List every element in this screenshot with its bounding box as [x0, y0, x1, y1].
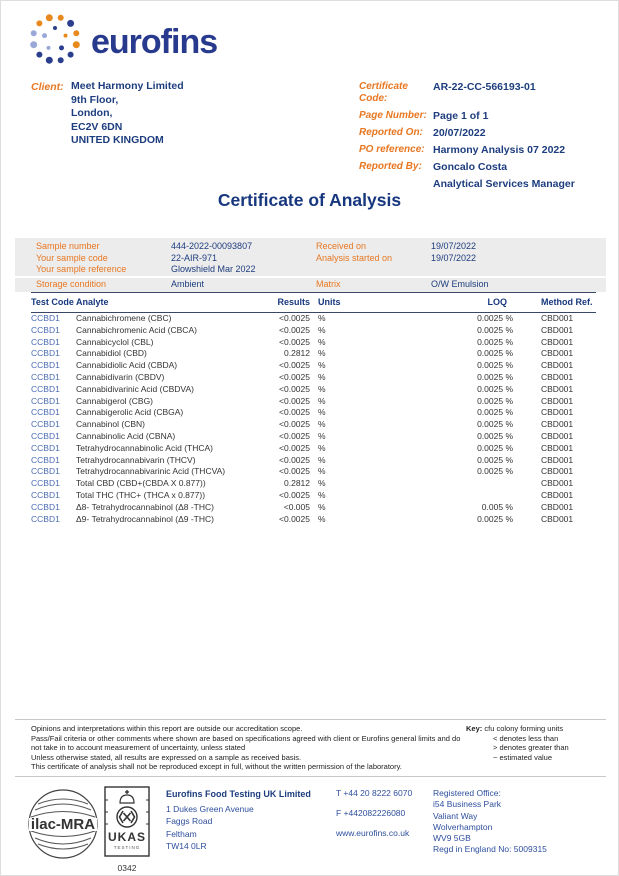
client-address-line: UNITED KINGDOM — [71, 134, 164, 146]
cell-test-code: CCBD1 — [31, 336, 60, 347]
table-row — [31, 372, 596, 384]
cell-analyte: Cannabichromenic Acid (CBCA) — [76, 324, 197, 335]
cell-result: <0.0025 — [279, 383, 310, 394]
footer-company-name: Eurofins Food Testing UK Limited — [166, 789, 311, 799]
cell-method: CBD001 — [541, 430, 574, 441]
footer-registered-line: WV9 5GB — [433, 833, 471, 844]
certificate-meta-value: Harmony Analysis 07 2022 — [433, 144, 566, 156]
cell-method: CBD001 — [541, 501, 574, 512]
cell-method: CBD001 — [541, 466, 574, 477]
cell-loq: 0.0025 % — [477, 336, 513, 347]
disclaimer-line: Pass/Fail criteria or other comments where shown are based on specifications agreed with client or Eurofins general limits and do not take in to account measurement of uncertainty, unless stated — [31, 733, 461, 753]
table-row — [31, 325, 596, 337]
table-row — [31, 514, 596, 526]
sample-info-value: Glowshield Mar 2022 — [171, 264, 256, 275]
cell-method: CBD001 — [541, 360, 574, 371]
cell-loq: 0.0025 % — [477, 348, 513, 359]
table-row — [31, 337, 596, 349]
cell-unit: % — [318, 407, 326, 418]
table-row — [31, 478, 596, 490]
cell-result: <0.0025 — [279, 371, 310, 382]
cell-analyte: Cannabicyclol (CBL) — [76, 336, 154, 347]
cell-test-code: CCBD1 — [31, 501, 60, 512]
cell-result: <0.0025 — [279, 395, 310, 406]
cell-loq: 0.0025 % — [477, 371, 513, 382]
footer-registered-lines — [433, 799, 547, 855]
certificate-meta — [359, 81, 575, 195]
table-row — [31, 348, 596, 360]
cell-unit: % — [318, 324, 326, 335]
table-row — [31, 466, 596, 478]
cell-loq — [350, 478, 513, 490]
disclaimer-divider — [15, 719, 606, 720]
footer-address-line: Feltham — [166, 828, 197, 839]
cell-analyte: Total CBD (CBD+(CBDA X 0.877)) — [76, 478, 206, 489]
footer-address-line: TW14 0LR — [166, 841, 207, 851]
client-address-line: 9th Floor, — [71, 93, 119, 106]
cell-result: <0.0025 — [279, 454, 310, 465]
cell-loq: 0.0025 % — [477, 419, 513, 430]
cell-result: <0.0025 — [279, 466, 310, 477]
cell-result: <0.0025 — [279, 407, 310, 418]
cell-method: CBD001 — [541, 407, 574, 418]
table-row — [31, 502, 596, 514]
sample-info-label: Storage condition — [36, 279, 107, 289]
cell-analyte: Cannabigerol (CBG) — [76, 395, 154, 406]
cell-method: CBD001 — [541, 478, 574, 489]
cell-method: CBD001 — [541, 419, 574, 430]
cell-method: CBD001 — [541, 513, 574, 524]
header-units: Units — [318, 297, 341, 307]
cell-result: <0.0025 — [279, 360, 310, 371]
disclaimer-line: Unless otherwise stated, all results are expressed on a sample as received basis. — [31, 752, 302, 762]
cell-analyte: Cannabidivarin (CBDV) — [76, 371, 165, 382]
cell-test-code: CCBD1 — [31, 324, 60, 335]
certificate-meta-row — [359, 144, 575, 156]
cell-analyte: Total THC (THC+ (THCA x 0.877)) — [76, 489, 206, 500]
cell-result: <0.0025 — [279, 513, 310, 524]
certificate-meta-label: Reported By: — [359, 161, 422, 172]
certificate-meta-value: AR-22-CC-566193-01 — [433, 81, 536, 93]
key-label: Key: — [466, 724, 483, 733]
cell-analyte: Δ8- Tetrahydrocannabinol (Δ8 -THC) — [76, 501, 214, 512]
cell-test-code: CCBD1 — [31, 489, 60, 500]
certificate-meta-label: Certificate Code: — [359, 81, 408, 104]
footer-registered-block — [433, 788, 547, 856]
results-table — [31, 292, 596, 525]
cell-loq: 0.0025 % — [477, 313, 513, 323]
cell-method: CBD001 — [541, 395, 574, 406]
cell-analyte: Tetrahydrocannabivarin (THCV) — [76, 454, 196, 465]
cell-unit: % — [318, 383, 326, 394]
footer-contact-block — [336, 788, 412, 848]
table-row — [31, 384, 596, 396]
footer-registered-line: Wolverhampton — [433, 821, 493, 832]
eurofins-logo — [27, 11, 217, 72]
footer-registered-line: i54 Business Park — [433, 799, 502, 810]
cell-method: CBD001 — [541, 348, 574, 359]
key-first-line — [466, 724, 569, 734]
ukas-sublabel: TESTING — [113, 845, 141, 850]
certificate-meta-row — [359, 161, 575, 173]
eurofins-logo-icon — [27, 11, 83, 72]
ilac-mra-logo — [25, 788, 101, 865]
sample-info-value: 19/07/2022 — [431, 241, 477, 251]
disclaimer-line: Opinions and interpretations within this report are outside our accreditation scope. — [31, 724, 303, 733]
cell-test-code: CCBD1 — [31, 454, 60, 465]
certificate-meta-label: Reported On: — [359, 127, 423, 138]
cell-unit: % — [318, 419, 326, 430]
sample-info-row — [15, 264, 606, 276]
header-loq: LOQ — [487, 297, 507, 307]
cell-test-code: CCBD1 — [31, 313, 60, 323]
footer-registered-line: Valiant Way — [433, 810, 478, 821]
sample-info-row — [15, 279, 606, 291]
sample-info-value: 19/07/2022 — [431, 252, 477, 263]
cell-unit: % — [318, 442, 326, 453]
cell-loq: 0.005 % — [481, 501, 513, 512]
certificate-meta-row — [359, 178, 575, 190]
cell-method: CBD001 — [541, 489, 574, 500]
client-address-line: EC2V 6DN — [71, 120, 123, 133]
ukas-label: UKAS — [107, 830, 147, 844]
cell-unit: % — [318, 513, 326, 524]
cell-unit: % — [318, 466, 326, 477]
table-row — [31, 313, 596, 325]
cell-test-code: CCBD1 — [31, 371, 60, 382]
footer-company-address — [166, 803, 311, 853]
header-test-code: Test Code — [31, 297, 74, 307]
table-row — [31, 443, 596, 455]
cell-unit: % — [318, 395, 326, 406]
results-table-body — [31, 313, 596, 525]
key-first-item: cfu colony forming units — [484, 724, 564, 733]
client-address — [71, 80, 184, 148]
cell-analyte: Cannabichromene (CBC) — [76, 313, 172, 323]
table-row — [31, 407, 596, 419]
disclaimer-text — [31, 724, 463, 772]
cell-unit: % — [318, 360, 326, 371]
cell-result: <0.0025 — [279, 442, 310, 453]
storage-info-box — [15, 278, 606, 292]
cell-result: <0.0025 — [279, 313, 310, 323]
sample-info-label: Received on — [316, 241, 367, 251]
cell-test-code: CCBD1 — [31, 348, 60, 359]
sample-info-value: 22-AIR-971 — [171, 252, 218, 263]
cell-unit: % — [318, 489, 326, 500]
results-table-header-row — [31, 296, 596, 309]
page-title: Certificate of Analysis — [217, 190, 402, 210]
table-row — [31, 490, 596, 502]
sample-info-label: Analysis started on — [316, 252, 393, 263]
certificate-meta-value: 20/07/2022 — [433, 127, 486, 139]
sample-info-row — [15, 241, 606, 253]
cell-method: CBD001 — [541, 336, 574, 347]
cell-method: CBD001 — [541, 324, 574, 335]
cell-unit: % — [318, 313, 326, 323]
cell-method: CBD001 — [541, 442, 574, 453]
cell-loq: 0.0025 % — [477, 383, 513, 394]
sample-info-box — [15, 238, 606, 276]
cell-result: <0.0025 — [279, 336, 310, 347]
footer-address-line: 1 Dukes Green Avenue — [166, 803, 254, 814]
certificate-meta-label: Page Number: — [359, 110, 427, 121]
certificate-meta-value: Page 1 of 1 — [433, 110, 489, 122]
cell-analyte: Tetrahydrocannabivarinic Acid (THCVA) — [76, 466, 226, 477]
ilac-mra-label: ilac-MRA — [30, 816, 96, 833]
cell-method: CBD001 — [541, 454, 574, 465]
cell-loq: 0.0025 % — [477, 360, 513, 371]
table-row — [31, 455, 596, 467]
key-item: < denotes less than — [493, 733, 559, 743]
cell-test-code: CCBD1 — [31, 478, 60, 489]
footer-contact-line: www.eurofins.co.uk — [336, 828, 410, 838]
cell-unit: % — [318, 478, 326, 489]
sample-info-label: Your sample code — [36, 252, 108, 263]
header-analyte: Analyte — [76, 297, 109, 307]
cell-test-code: CCBD1 — [31, 383, 60, 394]
cell-loq: 0.0025 % — [477, 430, 513, 441]
client-label: Client: — [31, 81, 64, 93]
eurofins-logo-text: eurofins — [91, 22, 218, 61]
ukas-logo — [102, 786, 152, 873]
table-row — [31, 431, 596, 443]
key-item: ~ estimated value — [493, 752, 552, 762]
cell-loq: 0.0025 % — [477, 324, 513, 335]
sample-info-value: Ambient — [171, 279, 205, 289]
cell-loq — [350, 490, 513, 502]
footer-address-line: Faggs Road — [166, 816, 213, 826]
cell-unit: % — [318, 348, 326, 359]
key-item: > denotes greater than — [493, 743, 569, 753]
cell-analyte: Cannabidivarinic Acid (CBDVA) — [76, 383, 194, 394]
certificate-meta-value: Goncalo Costa — [433, 161, 508, 173]
cell-test-code: CCBD1 — [31, 466, 60, 477]
cell-unit: % — [318, 371, 326, 382]
cell-test-code: CCBD1 — [31, 419, 60, 430]
cell-result: <0.0025 — [279, 430, 310, 441]
sample-info-value: O/W Emulsion — [431, 279, 489, 289]
certificate-meta-row — [359, 127, 575, 139]
cell-loq: 0.0025 % — [477, 407, 513, 418]
footer-company-block — [166, 788, 311, 853]
cell-result: <0.0025 — [279, 419, 310, 430]
cell-analyte: Cannabigerolic Acid (CBGA) — [76, 407, 184, 418]
footer-contact-line: F +442082226080 — [336, 808, 406, 818]
cell-analyte: Cannabidiolic Acid (CBDA) — [76, 360, 178, 371]
sample-info-value — [431, 264, 606, 276]
cell-analyte: Tetrahydrocannabinolic Acid (THCA) — [76, 442, 214, 453]
key-items — [466, 734, 569, 763]
footer-divider — [15, 776, 606, 777]
header-results: Results — [277, 297, 310, 307]
cell-unit: % — [318, 501, 326, 512]
cell-method: CBD001 — [541, 383, 574, 394]
sample-info-label: Matrix — [316, 279, 341, 289]
cell-unit: % — [318, 430, 326, 441]
table-row — [31, 396, 596, 408]
client-address-line: Meet Harmony Limited — [71, 80, 184, 92]
cell-method: CBD001 — [541, 313, 574, 323]
certificate-meta-row — [359, 110, 575, 122]
certificate-meta-value: Analytical Services Manager — [433, 178, 575, 190]
cell-test-code: CCBD1 — [31, 407, 60, 418]
cell-analyte: Cannabidiol (CBD) — [76, 348, 147, 359]
client-address-line: London, — [71, 107, 113, 119]
cell-loq: 0.0025 % — [477, 466, 513, 477]
footer-contact-line: T +44 20 8222 6070 — [336, 788, 413, 798]
certificate-meta-label: PO reference: — [359, 144, 425, 155]
cell-unit: % — [318, 336, 326, 347]
cell-loq: 0.0025 % — [477, 442, 513, 453]
ukas-number: 0342 — [117, 863, 137, 873]
table-row — [31, 419, 596, 431]
key-block — [466, 724, 569, 762]
sample-info-label: Sample number — [36, 241, 100, 251]
results-table-header — [31, 292, 596, 313]
cell-method: CBD001 — [541, 371, 574, 382]
cell-analyte: Cannabinolic Acid (CBNA) — [76, 430, 176, 441]
cell-result: <0.0025 — [279, 324, 310, 335]
cell-test-code: CCBD1 — [31, 513, 60, 524]
cell-analyte: Δ9- Tetrahydrocannabinol (Δ9 -THC) — [76, 513, 214, 524]
sample-info-row — [15, 253, 606, 265]
cell-analyte: Cannabinol (CBN) — [76, 419, 145, 430]
disclaimer-line: This certificate of analysis shall not be reproduced except in full, without the written permission of the laboratory. — [31, 762, 402, 772]
sample-info-value: 444-2022-00093807 — [171, 241, 253, 251]
cell-result: <0.005 — [283, 501, 310, 512]
cell-result: 0.2812 — [284, 348, 310, 359]
footer-registered-title: Registered Office: — [433, 788, 501, 798]
cell-result: 0.2812 — [284, 478, 310, 489]
table-row — [31, 360, 596, 372]
header-method: Method Ref. — [541, 297, 593, 307]
cell-test-code: CCBD1 — [31, 360, 60, 371]
certificate-meta-row — [359, 81, 575, 105]
sample-info-label — [316, 264, 431, 276]
cell-loq: 0.0025 % — [477, 395, 513, 406]
cell-result: <0.0025 — [279, 489, 310, 500]
cell-unit: % — [318, 454, 326, 465]
sample-info-label: Your sample reference — [36, 264, 127, 275]
cell-test-code: CCBD1 — [31, 395, 60, 406]
cell-test-code: CCBD1 — [31, 442, 60, 453]
cell-loq: 0.0025 % — [477, 454, 513, 465]
cell-loq: 0.0025 % — [477, 513, 513, 524]
cell-test-code: CCBD1 — [31, 430, 60, 441]
footer-registered-line: Regd in England No: 5009315 — [433, 844, 547, 855]
